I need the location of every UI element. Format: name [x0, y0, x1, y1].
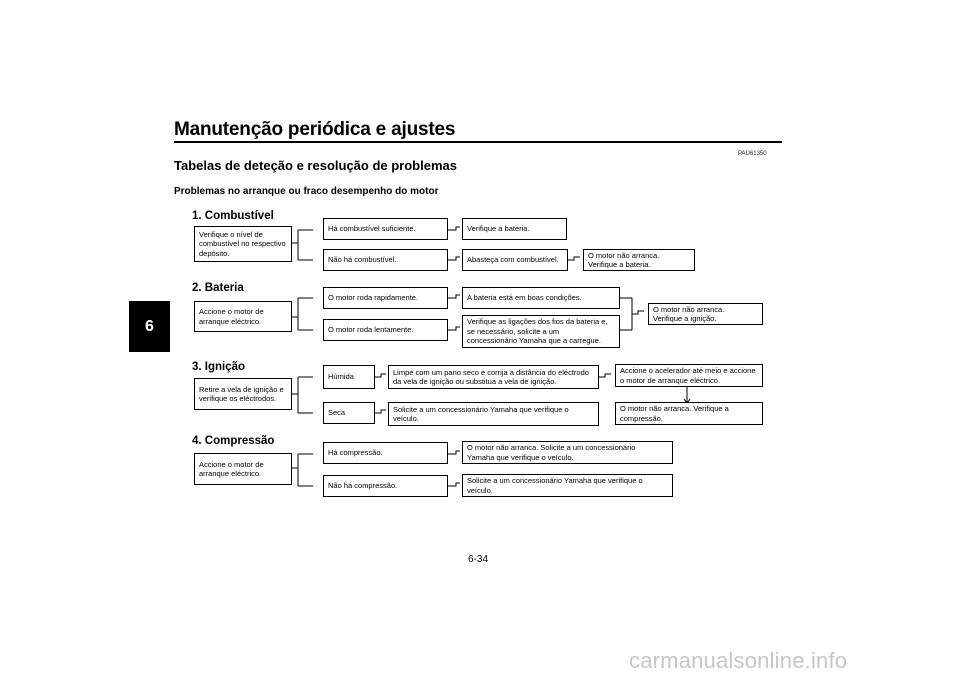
box-bateria-result: O motor não arranca. Verifique a ignição. — [648, 303, 763, 325]
box-ignicao-wet-next: Accione o acelerador até meio e accione o motor de arranque eléctrico. — [615, 364, 763, 387]
box-combustivel-result: O motor não arranca. Verifique a bateria. — [583, 249, 695, 271]
section-title: Tabelas de deteção e resolução de problemas — [174, 158, 457, 173]
box-compressao-no: Não há compressão. — [323, 475, 448, 497]
reference-code: PAU61350 — [738, 151, 767, 157]
box-bateria-fast: O motor roda rapidamente. — [323, 287, 448, 309]
group-title-compressao: 4. Compressão — [192, 435, 275, 447]
box-combustivel-ok-action: Verifique a bateria. — [462, 218, 567, 240]
chapter-tab: 6 — [129, 301, 170, 352]
page-number: 6-34 — [468, 554, 489, 565]
box-ignicao-result: O motor não arranca. Verifique a compressão. — [615, 402, 763, 425]
box-compressao-yes-action: O motor não arranca. Solicite a um concessionário Yamaha que verifique o veículo. — [462, 441, 673, 464]
box-bateria-slow-action: Verifique as ligações dos fios da bateria e, se necessário, solicite a um concessionário Yamaha que a carregue. — [462, 315, 620, 348]
box-bateria-fast-action: A bateria está em boas condições. — [462, 287, 620, 309]
box-combustivel-no-action: Abasteça com combustível. — [462, 249, 568, 271]
box-bateria-slow: O motor roda lentamente. — [323, 319, 448, 341]
group-title-combustivel: 1. Combustível — [192, 210, 274, 222]
box-combustivel-start: Verifique o nível de combustível no respectivo depósito. — [194, 226, 292, 262]
box-combustivel-no: Não há combustível. — [323, 249, 448, 271]
box-compressao-yes: Há compressão. — [323, 442, 448, 464]
box-ignicao-dry: Seca — [323, 402, 375, 424]
box-compressao-no-action: Solicite a um concessionário Yamaha que verifique o veículo. — [462, 474, 673, 497]
box-ignicao-wet: Húmida — [323, 365, 375, 389]
box-bateria-start: Accione o motor de arranque eléctrico. — [194, 301, 292, 332]
group-title-bateria: 2. Bateria — [192, 282, 244, 294]
box-combustivel-ok: Há combustível suficiente. — [323, 218, 448, 240]
page-header-title: Manutenção periódica e ajustes — [174, 119, 456, 140]
box-ignicao-dry-action: Solicite a um concessionário Yamaha que verifique o veículo. — [388, 402, 599, 426]
box-ignicao-start: Retire a vela de ignição e verifique os eléctrodos. — [194, 378, 292, 410]
watermark: carmanualsonline.info — [629, 648, 848, 673]
box-ignicao-wet-action: Limpe com um pano seco e corrija a distância do eléctrodo da vela de ignição ou substitua a vela de ignição. — [388, 365, 599, 389]
section-subtitle: Problemas no arranque ou fraco desempenho do motor — [174, 186, 439, 197]
group-title-ignicao: 3. Ignição — [192, 361, 246, 373]
box-compressao-start: Accione o motor de arranque eléctrico. — [194, 453, 292, 485]
